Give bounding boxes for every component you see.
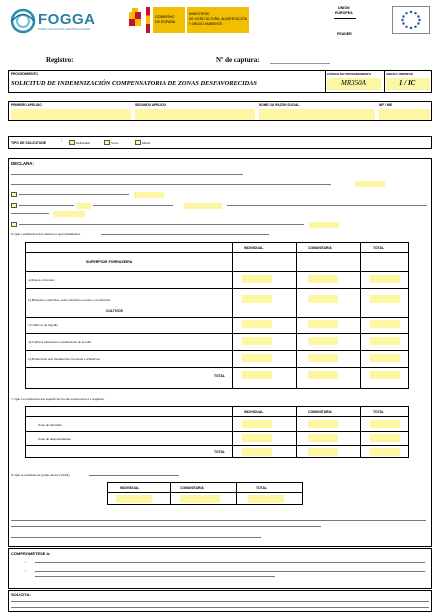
location-row-despoboamento: Zona de despoboamento xyxy=(38,437,72,441)
tipo-individual-label: Individual xyxy=(76,141,90,145)
crops-row-a: a) Pastos e forraxes xyxy=(28,278,55,282)
declara-q3-text xyxy=(19,194,129,195)
declara-q4-text-d xyxy=(11,213,49,214)
declara-q10-text xyxy=(11,537,261,538)
gobierno-line1: GOBIERNO xyxy=(155,15,175,19)
q4-nif-field[interactable] xyxy=(53,211,85,217)
declara-q6-text-rest xyxy=(101,234,269,235)
q5-field[interactable] xyxy=(309,222,339,228)
q5-checkbox[interactable] xyxy=(11,222,17,227)
ugm-col-rule xyxy=(170,483,171,505)
tipo-colon: : xyxy=(61,139,63,144)
procedure-divider-1 xyxy=(325,71,326,92)
ministry-name-1: MINISTERIO xyxy=(189,12,210,16)
crops-row-rule xyxy=(26,288,409,289)
q3-field[interactable] xyxy=(134,192,164,198)
ministry-box xyxy=(187,7,249,33)
compromete-item-2-line1 xyxy=(35,571,425,572)
compromete-bullet-2: • xyxy=(25,569,27,573)
coat-of-arms-icon xyxy=(127,8,143,30)
registro-label: Registro: xyxy=(46,56,74,64)
location-total-individual[interactable] xyxy=(242,448,272,456)
location-row-montana: Zona de montaña xyxy=(38,423,62,427)
solicita-frame xyxy=(8,590,432,612)
ugm-col-rule xyxy=(236,483,237,505)
solicita-text-2 xyxy=(11,607,429,608)
crops-e-total[interactable] xyxy=(370,354,400,362)
fogga-logo-text: FOGGA xyxy=(38,11,96,28)
eu-stars-icon xyxy=(393,7,429,33)
ministry-name-2: DE AGRICULTURA, ALIMENTACIÓN xyxy=(189,17,248,21)
declara-q4-text-a xyxy=(19,205,74,206)
captura-field[interactable] xyxy=(270,55,330,64)
document-value: 1 / IC xyxy=(399,79,416,87)
crops-a-individual[interactable] xyxy=(242,275,272,283)
location-total-label: TOTAL xyxy=(214,450,225,454)
eu-divider xyxy=(334,18,356,19)
gobierno-box xyxy=(153,7,185,33)
location-col-rule xyxy=(296,407,297,458)
code-value: MR350A xyxy=(341,79,366,87)
location-row-rule xyxy=(26,445,409,446)
location-col-rule xyxy=(360,407,361,458)
procedure-frame xyxy=(8,70,432,93)
declara-q8-text: 8. Que as unidades de gando maior (UGM) xyxy=(11,473,70,477)
montana-individual[interactable] xyxy=(242,420,272,428)
compromete-frame xyxy=(8,548,432,589)
compromete-item-2-line2 xyxy=(35,576,275,577)
tipo-mixta-checkbox[interactable] xyxy=(135,140,141,145)
declara-q8-text-rest xyxy=(89,475,179,476)
fogga-logo-subtext: FONDO GALLEGO DE GARANTÍA AGRARIA xyxy=(38,28,91,31)
fogga-swirl-icon xyxy=(8,6,38,36)
tipo-frame xyxy=(8,136,432,149)
crops-col-rule xyxy=(296,243,297,389)
crops-c-comunitaria[interactable] xyxy=(308,320,338,328)
fund-label: FEADER xyxy=(337,32,352,36)
location-row-rule xyxy=(26,416,409,417)
montana-total[interactable] xyxy=(370,420,400,428)
crops-row-d: d) Cultivos extensivos e plantacións de secaño xyxy=(28,340,92,344)
crops-total-total[interactable] xyxy=(370,371,400,379)
montana-comunitaria[interactable] xyxy=(308,420,338,428)
crops-row-rule xyxy=(26,367,409,368)
crops-header-comunitaria: COMUNITARIA xyxy=(308,246,332,250)
location-header-comunitaria: COMUNITARIA xyxy=(308,410,332,414)
q4-checkbox[interactable] xyxy=(11,203,17,208)
declara-q4-text-c xyxy=(227,205,427,206)
fogga-logo xyxy=(8,6,98,36)
declara-q6-text: 6. Que a utilización dos cultivos e aproveitamentos xyxy=(11,232,81,236)
spain-flag-strip xyxy=(146,7,150,33)
ugm-individual[interactable] xyxy=(116,495,152,503)
crops-row-e: e) Plantacións non madeireiras, forestais e arbustivas xyxy=(28,357,100,361)
crops-total-comunitaria[interactable] xyxy=(308,371,338,379)
procedure-title: SOLICITUD DE INDEMNIZACIÓN COMPENSATORIA DE ZONAS DESFAVORECIDAS xyxy=(11,80,257,87)
code-label: CÓDIGO DO PROCEDEMENTO xyxy=(327,72,371,76)
tipo-socio-label: Socio xyxy=(111,141,119,145)
eu-label-2: EUROPEA xyxy=(335,11,353,15)
document-label: ANEXO / IMPRESO xyxy=(386,72,414,76)
crops-d-individual[interactable] xyxy=(242,337,272,345)
compromete-heading: COMPROMÉTESE A: xyxy=(11,551,51,556)
eu-flag xyxy=(392,6,430,34)
compromete-bullet-1: • xyxy=(25,560,27,564)
declara-q7-text: 7. Que a localización das superficies da súa explotación é a seguinte: xyxy=(11,397,105,401)
location-table xyxy=(25,406,409,458)
crops-section-forraxeira: SUPERFICIE FORRAXEIRA xyxy=(86,260,133,264)
declara-q9-text-2 xyxy=(11,526,321,527)
crops-d-total[interactable] xyxy=(370,337,400,345)
crops-col-rule xyxy=(232,243,233,389)
q4-cea-field[interactable] xyxy=(184,203,222,209)
despoboamento-comunitaria[interactable] xyxy=(308,434,338,442)
despoboamento-individual[interactable] xyxy=(242,434,272,442)
procedure-divider-2 xyxy=(384,71,385,92)
applicant-col2: SEGUNDO APELIDO xyxy=(135,103,167,107)
first-surname-field[interactable] xyxy=(11,109,131,120)
ugm-comunitaria[interactable] xyxy=(180,495,220,503)
crops-c-total[interactable] xyxy=(370,320,400,328)
solicita-text-1 xyxy=(11,601,429,602)
crops-b-individual[interactable] xyxy=(242,295,272,303)
solicita-heading: SOLICITA: xyxy=(11,592,31,597)
crops-total-label: TOTAL xyxy=(214,374,225,378)
declara-q1-text xyxy=(11,174,243,175)
location-header-individual: INDIVIDUAL xyxy=(244,410,264,414)
crops-e-individual[interactable] xyxy=(242,354,272,362)
crops-c-individual[interactable] xyxy=(242,320,272,328)
tipo-individual-checkbox[interactable] xyxy=(69,140,75,145)
tipo-mixta-label: Mixta xyxy=(142,141,151,145)
location-col-rule xyxy=(232,407,233,458)
location-total-comunitaria[interactable] xyxy=(308,448,338,456)
despoboamento-total[interactable] xyxy=(370,434,400,442)
ugm-table xyxy=(107,482,303,505)
crops-a-total[interactable] xyxy=(370,275,400,283)
applicant-col4: NIF / NIE xyxy=(379,103,393,107)
crops-table xyxy=(25,242,409,389)
tipo-label: TIPO DE SOLICITUDE xyxy=(11,141,47,145)
applicant-col3: NOME OU RAZÓN SOCIAL xyxy=(259,103,300,107)
crops-header-line xyxy=(26,252,409,253)
crops-a-comunitaria[interactable] xyxy=(308,275,338,283)
crops-row-rule xyxy=(26,333,409,334)
declara-q9-text-1 xyxy=(11,520,426,521)
crops-header-total: TOTAL xyxy=(373,246,384,250)
ugm-row-rule xyxy=(108,492,303,493)
tipo-socio-checkbox[interactable] xyxy=(104,140,110,145)
gobierno-logo xyxy=(125,6,255,36)
location-total-total[interactable] xyxy=(370,448,400,456)
crops-section-cultivos: CULTIVOS xyxy=(106,309,123,313)
declara-q4-text-b xyxy=(93,205,173,206)
crops-row-c: c) Cultivos de regadío xyxy=(28,323,59,327)
declara-frame xyxy=(8,158,432,547)
name-field[interactable] xyxy=(259,109,375,120)
crops-row-rule xyxy=(26,271,409,272)
ugm-header-individual: INDIVIDUAL xyxy=(120,486,140,490)
captura-label: Nº de captura: xyxy=(216,56,260,64)
ministry-name-3: Y MEDIO AMBIENTE xyxy=(189,22,223,26)
applicant-frame xyxy=(8,101,432,121)
q3-checkbox[interactable] xyxy=(11,192,17,197)
applicant-col1: PRIMEIRO APELIDO xyxy=(11,103,42,107)
q2-field[interactable] xyxy=(355,181,385,187)
crops-b-comunitaria[interactable] xyxy=(308,295,338,303)
eu-block xyxy=(328,6,433,42)
procedure-col-label: PROCEDIMIENTO xyxy=(11,72,38,76)
ugm-header-comunitaria: COMUNITARIA xyxy=(180,486,204,490)
crops-row-rule xyxy=(26,317,409,318)
declara-q2-text xyxy=(11,184,331,185)
eu-label-1: UNIÓN xyxy=(338,6,350,10)
q4-percent-field[interactable] xyxy=(77,203,91,209)
location-row-rule xyxy=(26,431,409,432)
crops-row-b: b) Barbeitos, rastrollos, pasto arbustivo e pasto con arborado xyxy=(28,298,111,302)
nif-field[interactable] xyxy=(379,109,430,120)
ugm-header-total: TOTAL xyxy=(256,486,267,490)
declara-heading: DECLARA: xyxy=(11,161,34,166)
location-header-total: TOTAL xyxy=(373,410,384,414)
crops-total-individual[interactable] xyxy=(242,371,272,379)
ugm-total[interactable] xyxy=(248,495,284,503)
compromete-item-1 xyxy=(35,562,425,563)
crops-col-rule xyxy=(360,243,361,389)
gobierno-line2: DE ESPAÑA xyxy=(155,20,176,24)
crops-e-comunitaria[interactable] xyxy=(308,354,338,362)
declara-q5-text xyxy=(19,224,304,225)
crops-b-total[interactable] xyxy=(370,295,400,303)
crops-d-comunitaria[interactable] xyxy=(308,337,338,345)
second-surname-field[interactable] xyxy=(135,109,255,120)
crops-row-rule xyxy=(26,350,409,351)
crops-header-individual: INDIVIDUAL xyxy=(244,246,264,250)
